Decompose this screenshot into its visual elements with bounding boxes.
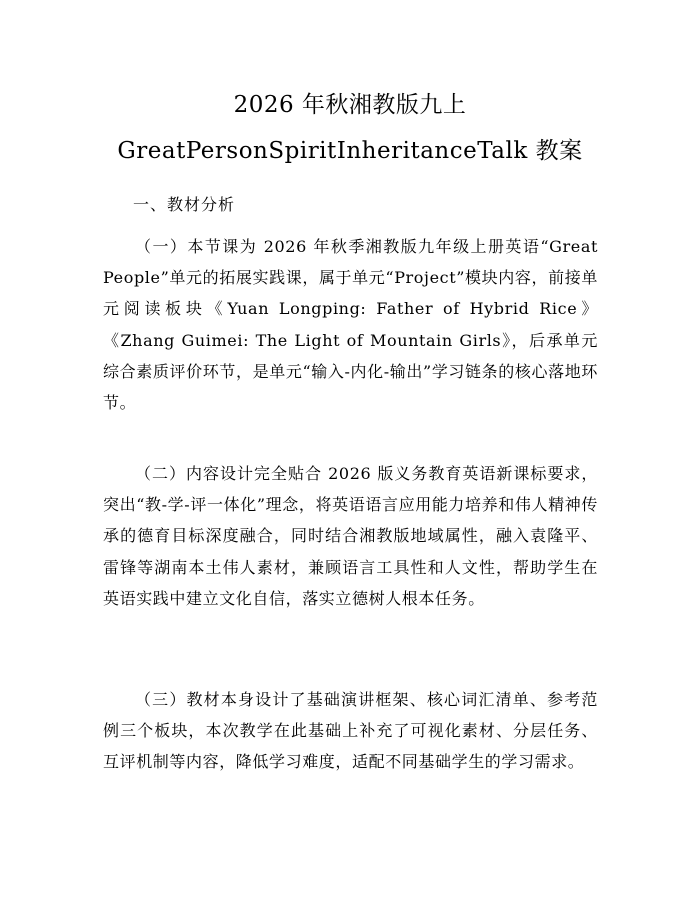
paragraph-1: （一）本节课为 2026 年秋季湘教版九年级上册英语“Great People”单元的拓展实践课，属于单元“Project”模块内容，前接单元阅读板块《Yuan Longping: Father of Hybrid Rice》《Zhang Guimei: The Light of Mountain Girls》，后承单元综合素质评价环节，是单元“输入-内化-输出”学习链条的核心落地环节。 bbox=[103, 237, 598, 413]
paragraph-2: （二）内容设计完全贴合 2026 版义务教育英语新课标要求，突出“教-学-评一体化”理念，将英语语言应用能力培养和伟人精神传承的德育目标深度融合，同时结合湘教版地域属性，融入袁隆平、雷锋等湖南本土伟人素材，兼顾语言工具性和人文性，帮助学生在英语实践中建立文化自信，落实立德树人根本任务。 bbox=[103, 464, 598, 608]
document-title-line1: 2026 年秋湘教版九上 bbox=[233, 92, 467, 118]
document-title-line2: GreatPersonSpiritInheritanceTalk 教案 bbox=[117, 138, 583, 164]
section-heading: 一、教材分析 bbox=[133, 195, 236, 214]
paragraph-3: （三）教材本身设计了基础演讲框架、核心词汇清单、参考范例三个板块，本次教学在此基础上补充了可视化素材、分层任务、互评机制等内容，降低学习难度，适配不同基础学生的学习需求。 bbox=[103, 690, 598, 772]
